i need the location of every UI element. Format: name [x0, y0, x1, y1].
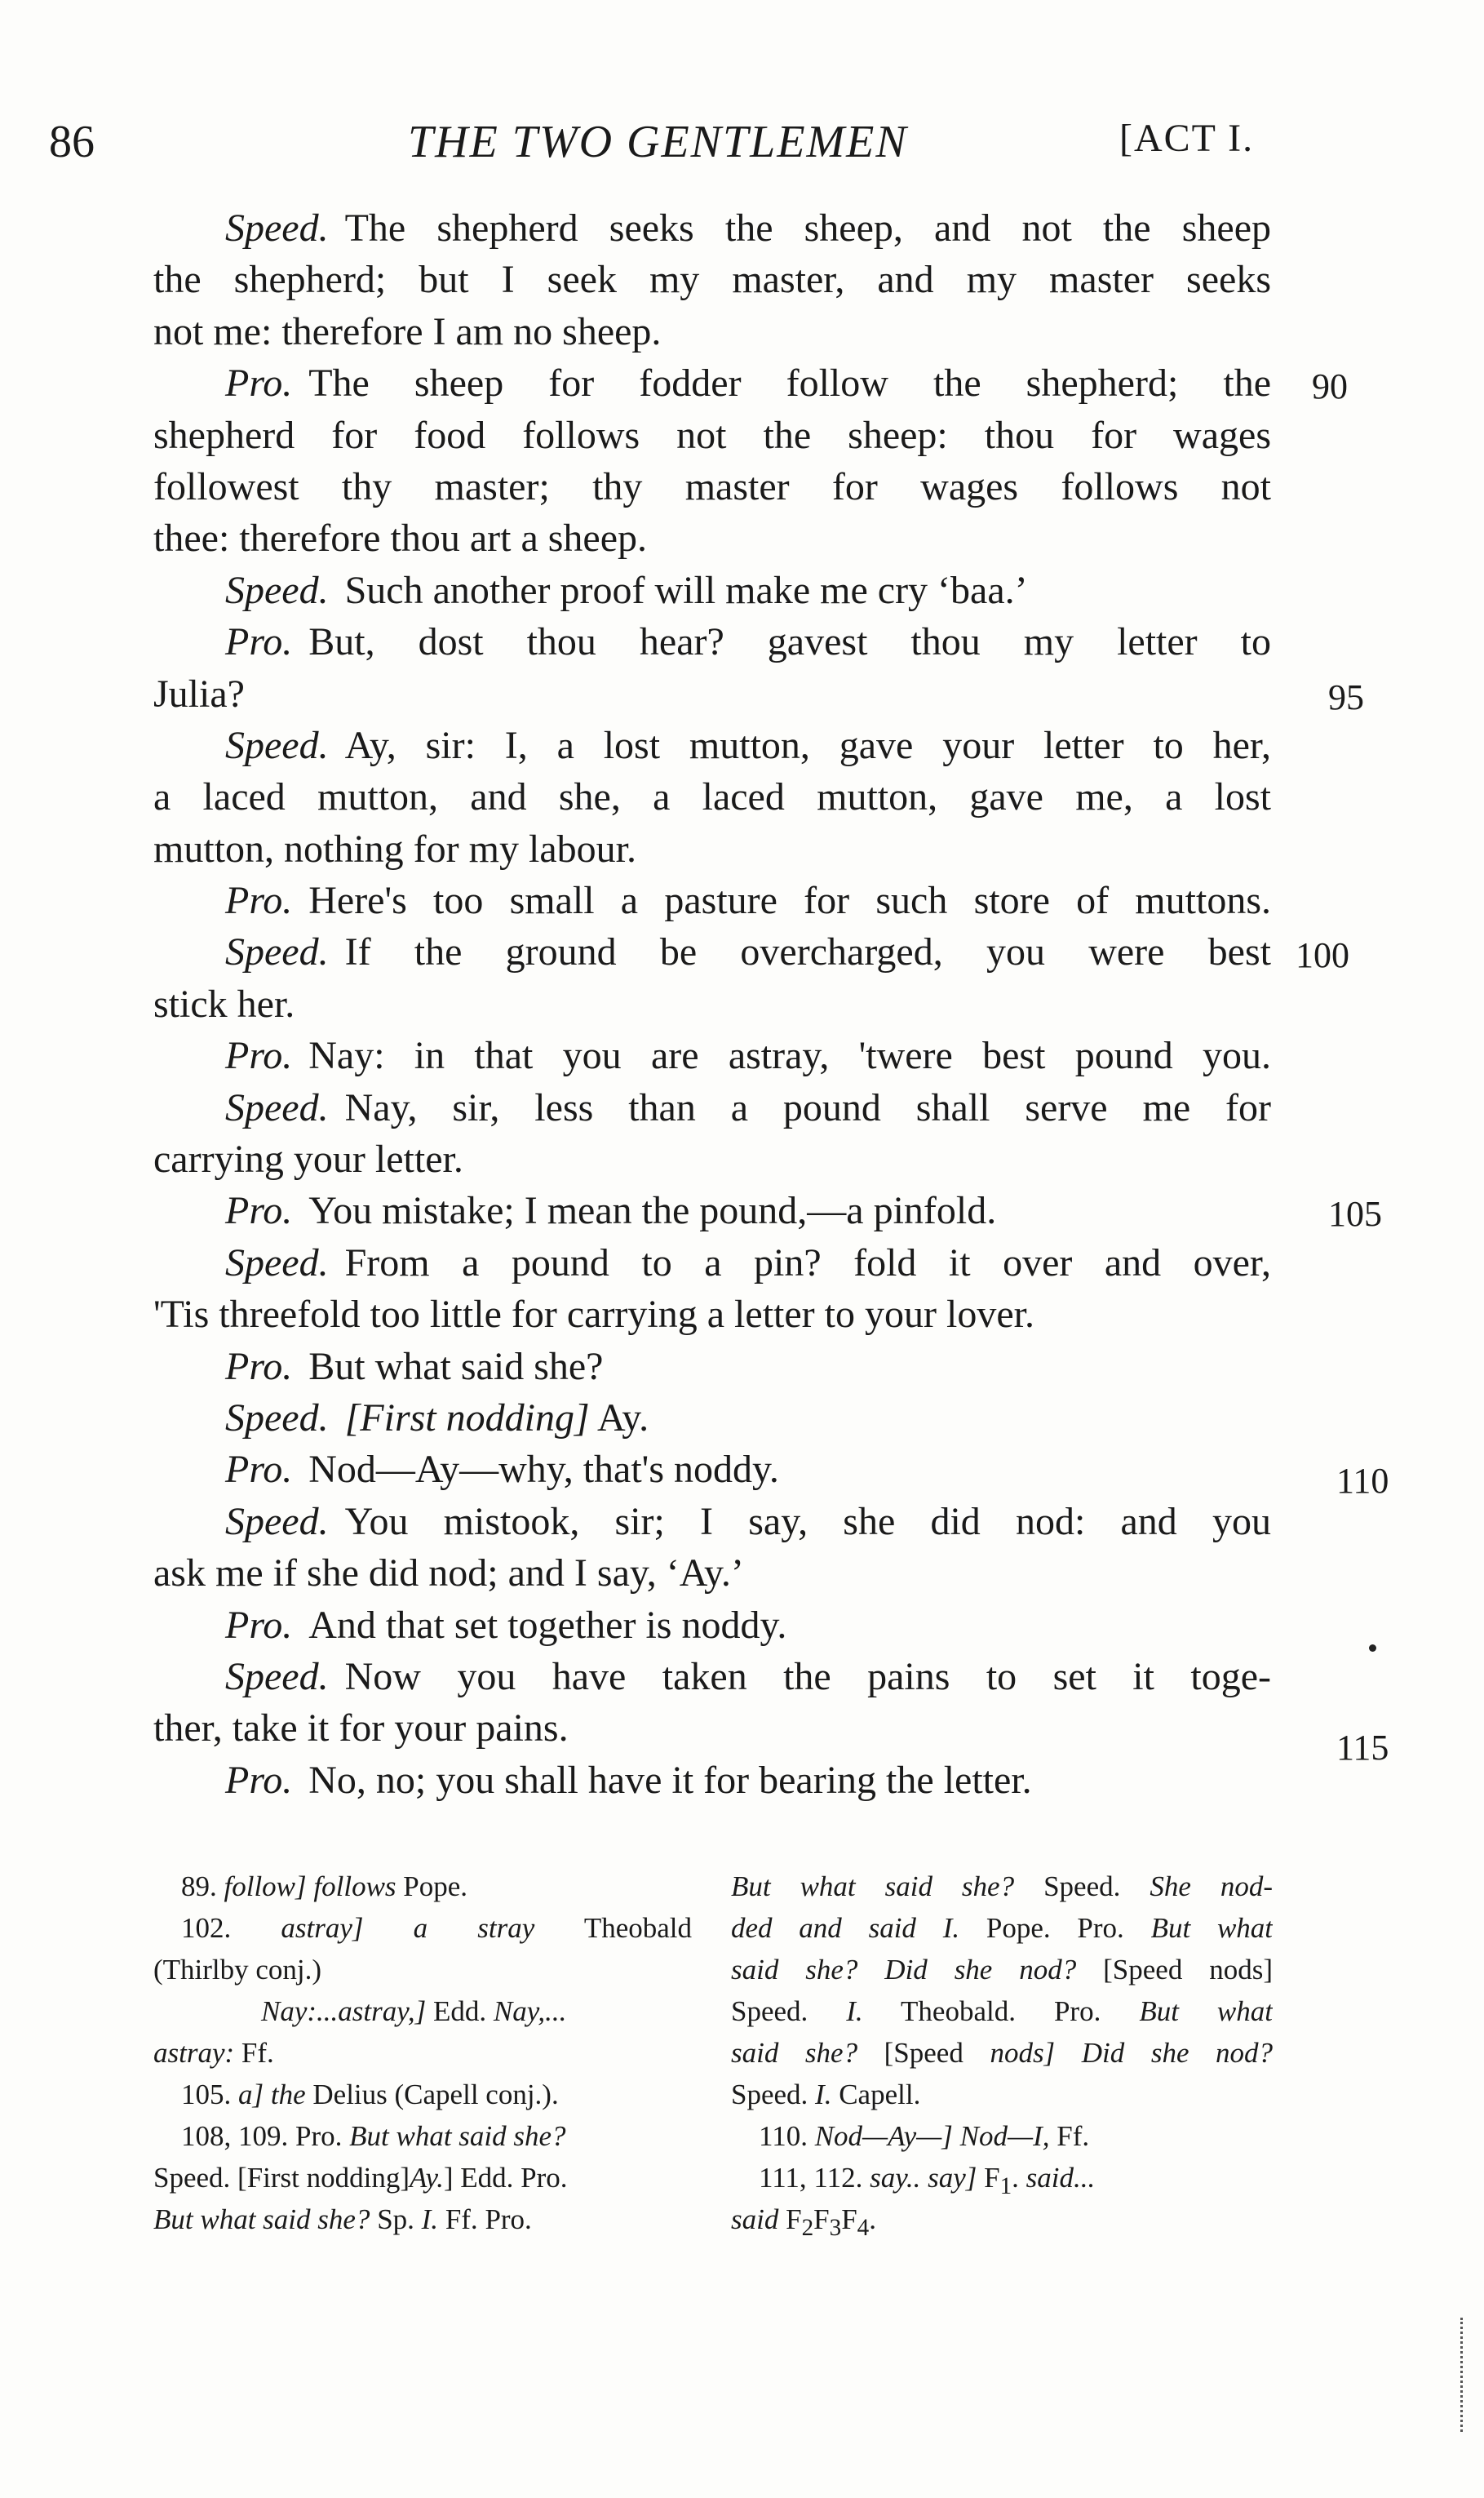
textual-notes-left	[153, 1866, 692, 2240]
text-line: thee: therefore thou art a sheep.	[153, 517, 648, 561]
text-line	[153, 1237, 1271, 1289]
act-marker: [ACT I.	[1119, 117, 1255, 160]
text-line	[153, 1651, 1271, 1702]
note-line: said she? Did she nod? [Speed nods]	[731, 1954, 1273, 1986]
speaker: Speed.	[225, 1240, 329, 1284]
speech: Julia?	[153, 672, 245, 716]
note-line: said she? [Speed nods] Did she nod?	[731, 2037, 1273, 2069]
text-line: the shepherd; but I seek my master, and my master seeks	[153, 258, 1271, 302]
text-line	[153, 875, 1271, 926]
speech: Ay.	[597, 1395, 649, 1440]
speaker: Speed.	[225, 1085, 329, 1129]
speaker: Speed.	[225, 206, 329, 250]
note-line: astray: Ff.	[153, 2037, 274, 2069]
line-number: 110	[1336, 1461, 1389, 1502]
note-line: Speed. [First nodding]Ay.] Edd. Pro.	[153, 2162, 568, 2194]
text-line	[153, 1392, 1271, 1444]
text-line	[153, 1702, 1389, 1768]
text-line	[153, 202, 1271, 254]
note-line: But what said she? Speed. She nod-	[731, 1870, 1273, 1902]
textual-notes-right	[731, 1866, 1273, 2240]
speech: shepherd for food follows not the sheep: thou for wages	[153, 413, 1271, 457]
speaker: Speed.	[225, 1654, 329, 1698]
speech: Nay: in that you are astray, 'twere best pound you.	[308, 1034, 1271, 1078]
note-line: 108, 109. Pro. But what said she?	[181, 2120, 566, 2152]
line-number: 95	[1328, 677, 1364, 717]
note-line: (Thirlby conj.)	[153, 1954, 322, 1986]
text-line	[153, 1600, 1271, 1651]
running-header	[0, 108, 1484, 181]
stage-direction: [First nodding]	[344, 1395, 590, 1440]
note-line: 105. a] the Delius (Capell conj.).	[181, 2079, 559, 2110]
speech: Nay, sir, less than a pound shall serve me for	[344, 1085, 1271, 1129]
line-number: 90	[1312, 366, 1348, 406]
speaker: Pro.	[225, 1344, 293, 1388]
text-line	[153, 1755, 1271, 1806]
text-line: followest thy master; thy master for wages follows not	[153, 464, 1271, 508]
text-line	[153, 1341, 1271, 1392]
note-line: 111, 112. say.. say] $F_1$. said...	[759, 2162, 1096, 2199]
speech: Such another proof will make me cry ‘baa.’	[344, 568, 1028, 612]
speech: Ay, sir: I, a lost mutton, gave your letter to her,	[344, 723, 1271, 767]
note-line: Nay:...astray,] Edd. Nay,...	[261, 1995, 567, 2027]
note-line: said $F_2F_3F_4$.	[731, 2203, 876, 2240]
text-line	[153, 1030, 1271, 1081]
text-line	[153, 668, 1364, 720]
speaker: Pro.	[225, 620, 293, 664]
text-line	[153, 1496, 1271, 1547]
note-line: Speed. I. Capell.	[731, 2079, 921, 2110]
speaker: Speed.	[225, 930, 329, 974]
note-line: 89. follow] follows Pope.	[181, 1870, 468, 1902]
text-line	[153, 357, 1271, 409]
speech: ther, take it for your pains.	[153, 1706, 569, 1750]
line-number: 105	[1328, 1194, 1382, 1235]
margin-marks	[1460, 2318, 1465, 2432]
speech: But what said she?	[308, 1344, 604, 1388]
text-line	[153, 1185, 1382, 1236]
speaker: Pro.	[225, 1448, 293, 1492]
text-line	[153, 565, 1271, 616]
text-line: not me: therefore I am no sheep.	[153, 309, 662, 353]
speech: And that set together is noddy.	[308, 1603, 787, 1647]
text-line: stick her.	[153, 982, 295, 1026]
text-line: a laced mutton, and she, a laced mutton, gave me, a lost	[153, 775, 1271, 819]
ink-dot	[1369, 1644, 1376, 1652]
note-line: 110. Nod—Ay—] Nod—I, Ff.	[759, 2120, 1090, 2152]
note-line: 102. astray] a stray Theobald	[181, 1912, 692, 1944]
speaker: Pro.	[225, 362, 293, 406]
text-line	[153, 926, 1349, 978]
text-line	[153, 720, 1271, 771]
text-line: mutton, nothing for my labour.	[153, 827, 636, 871]
text-line	[153, 1444, 1389, 1502]
text-line	[153, 616, 1271, 668]
note-line: But what said she? Sp. I. Ff. Pro.	[153, 2203, 532, 2235]
speaker: Pro.	[225, 1603, 293, 1647]
speech: Here's too small a pasture for such store of muttons.	[308, 879, 1271, 923]
page-number: 86	[49, 117, 95, 167]
speaker: Speed.	[225, 568, 329, 612]
play-text	[153, 202, 1389, 1806]
speech: You mistake; I mean the pound,—a pinfold.	[308, 1189, 997, 1233]
speech: The sheep for fodder follow the shepherd; the	[308, 362, 1271, 406]
speaker: Speed.	[225, 723, 329, 767]
text-line: 'Tis threefold too little for carrying a letter to your lover.	[153, 1293, 1034, 1337]
line-number: 115	[1336, 1728, 1389, 1768]
speech: Now you have taken the pains to set it toge-	[344, 1654, 1271, 1698]
speech: No, no; you shall have it for bearing the letter.	[308, 1758, 1032, 1802]
speech: You mistook, sir; I say, she did nod: and you	[344, 1499, 1271, 1543]
speaker: Pro.	[225, 1189, 293, 1233]
speaker: Speed.	[225, 1395, 329, 1440]
text-line: ask me if she did nod; and I say, ‘Ay.’	[153, 1551, 744, 1595]
note-line: ded and said I. Pope. Pro. But what	[731, 1912, 1273, 1944]
speech: If the ground be overcharged, you were best	[344, 930, 1271, 974]
speaker: Pro.	[225, 1758, 293, 1802]
note-line: Speed. I. Theobald. Pro. But what	[731, 1995, 1273, 2027]
running-title: THE TWO GENTLEMEN	[408, 117, 908, 167]
speech: From a pound to a pin? fold it over and over,	[344, 1240, 1271, 1284]
speaker: Pro.	[225, 879, 293, 923]
speech: But, dost thou hear? gavest thou my letter to	[308, 620, 1271, 664]
speaker: Pro.	[225, 1034, 293, 1078]
line-number: 100	[1296, 935, 1349, 976]
speaker: Speed.	[225, 1499, 329, 1543]
speech: The shepherd seeks the sheep, and not the sheep	[344, 206, 1271, 250]
text-line	[153, 1082, 1271, 1134]
text-line: carrying your letter.	[153, 1138, 463, 1182]
speech: Nod—Ay—why, that's noddy.	[308, 1448, 779, 1492]
